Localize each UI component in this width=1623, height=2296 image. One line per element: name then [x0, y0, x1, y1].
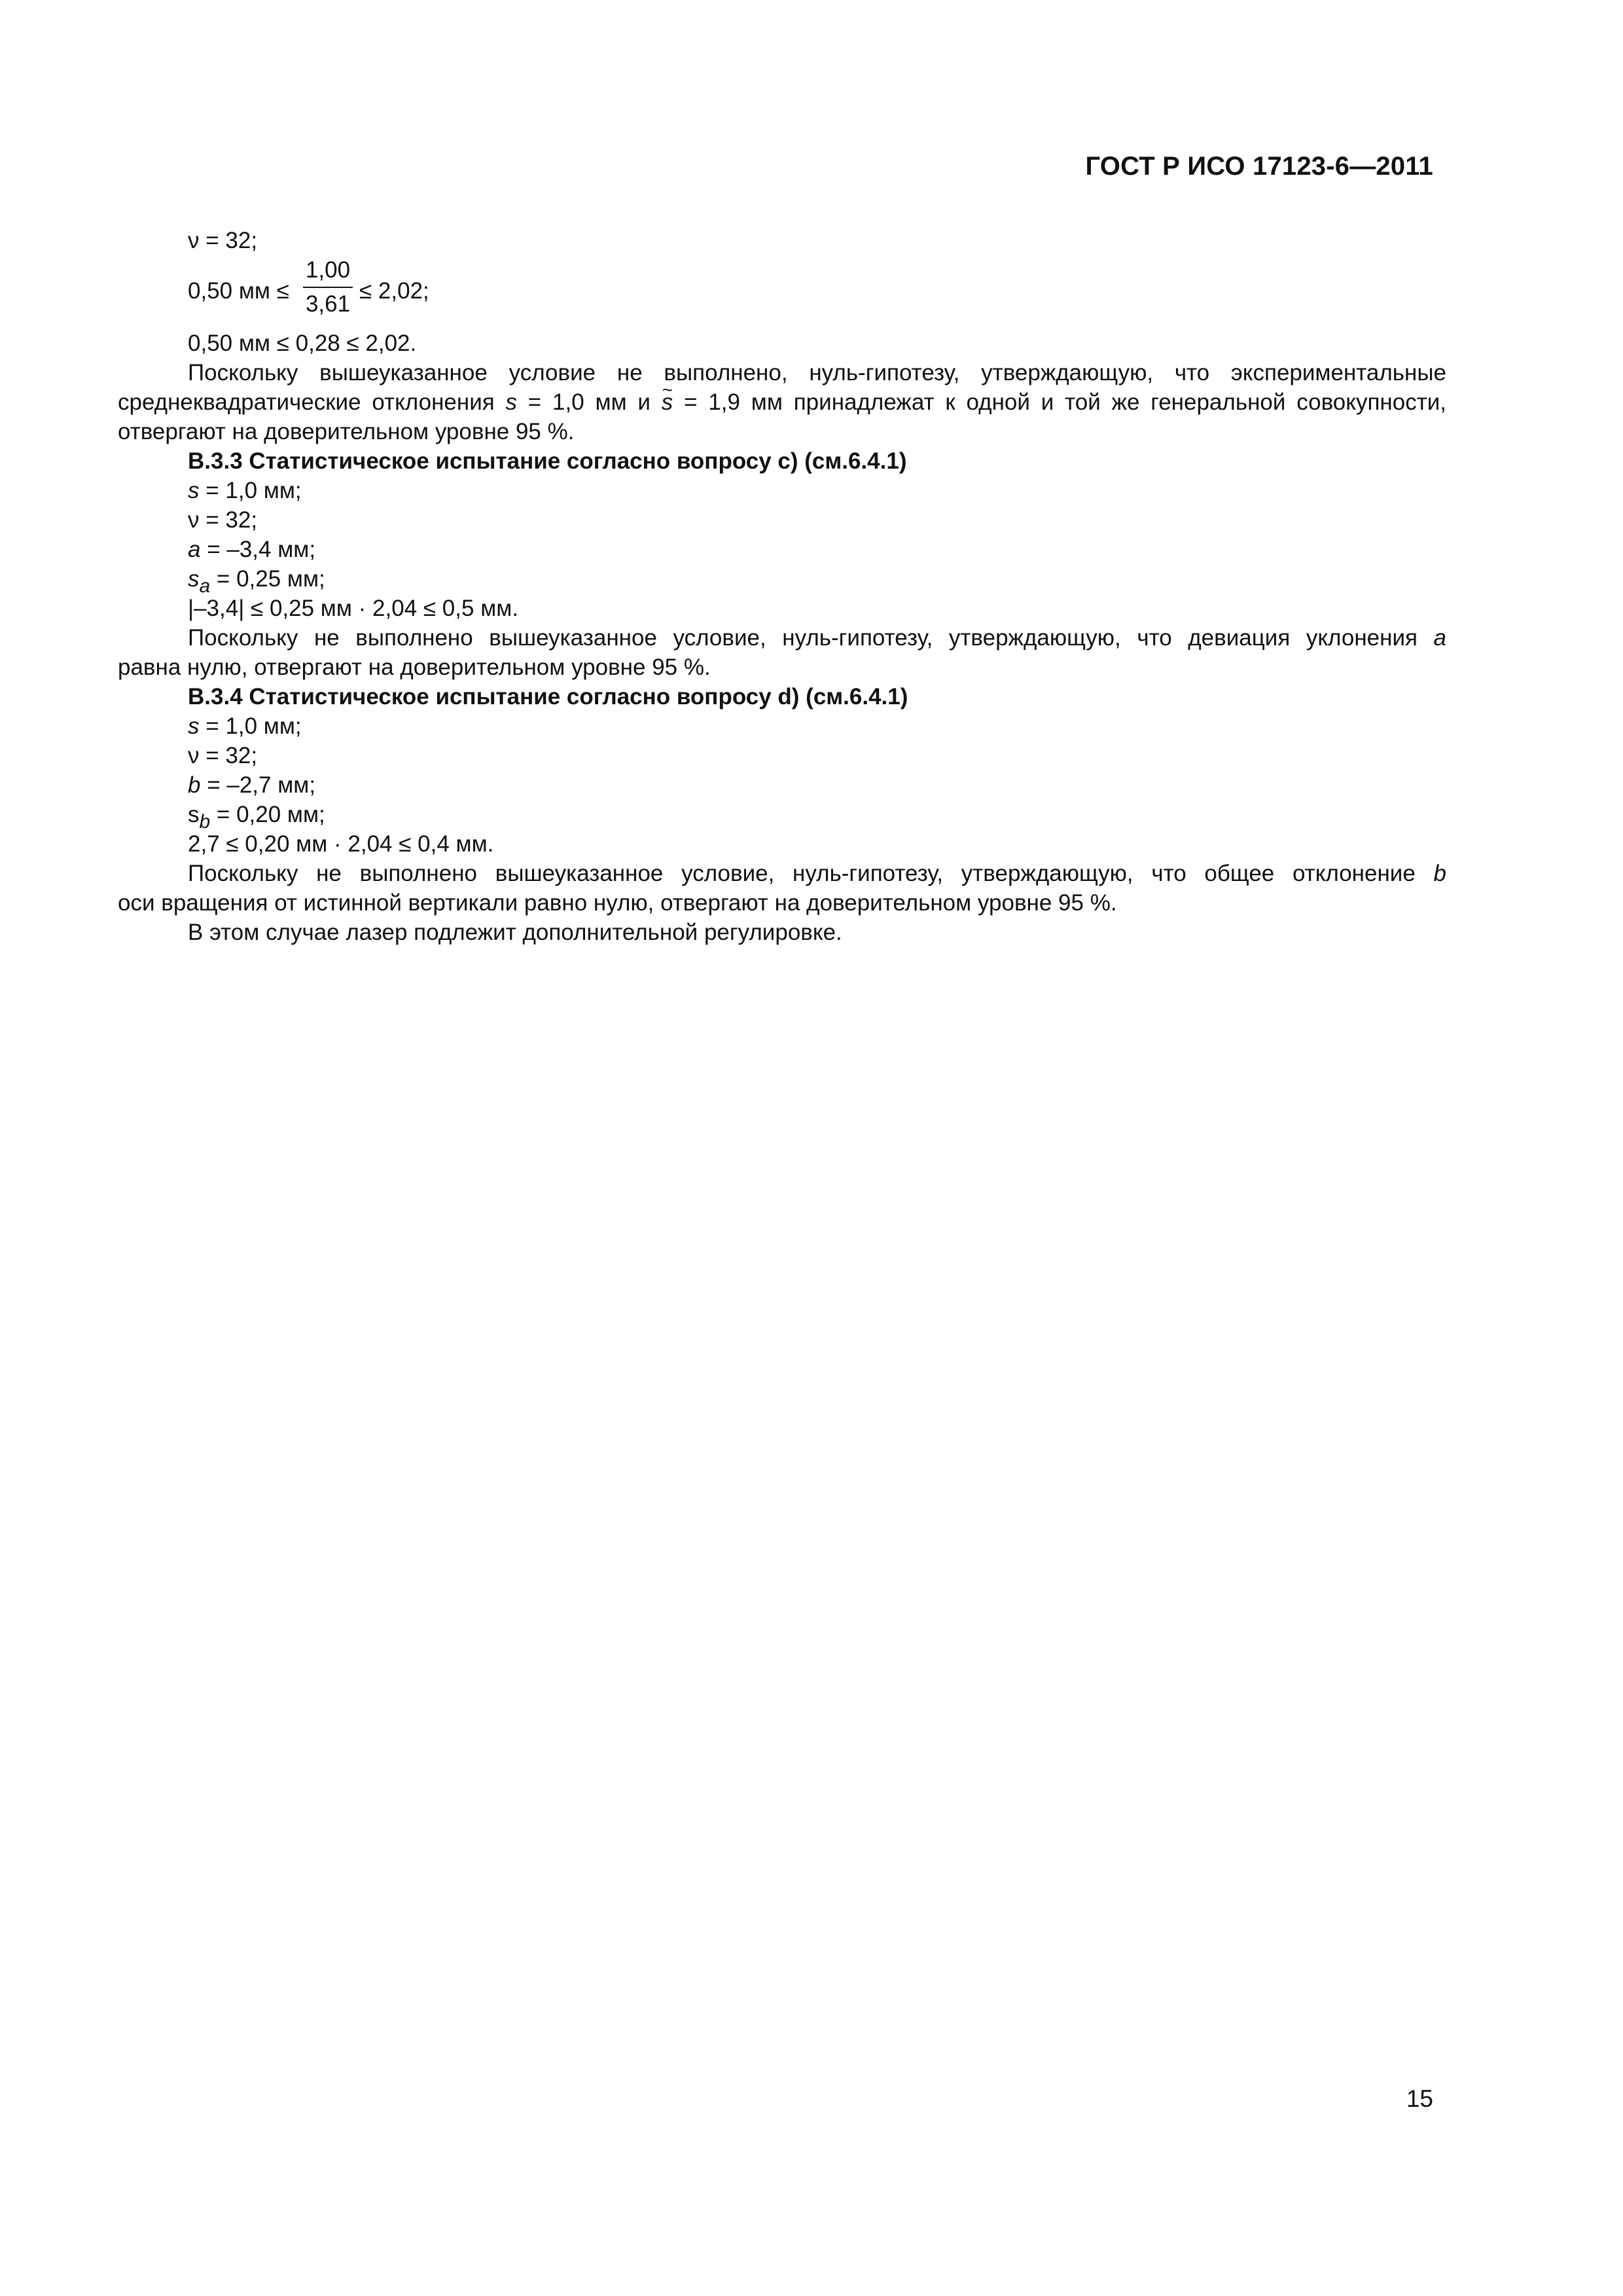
s-value-line: s = 1,0 мм; [188, 478, 302, 503]
fraction-bar [303, 287, 353, 288]
nu-line: ν = 32; [188, 228, 258, 253]
inequality-line: 2,7 ≤ 0,20 мм · 2,04 ≤ 0,4 мм. [188, 831, 494, 857]
nu-line: ν = 32; [188, 743, 258, 768]
fraction-denominator: 3,61 [305, 291, 351, 317]
page-number: 15 [1406, 2085, 1433, 2112]
paragraph-line: отвергают на доверительном уровне 95 %. [118, 419, 575, 444]
section-heading-b33: В.3.3 Статистическое испытание согласно вопросу с) (см.6.4.1) [188, 448, 907, 474]
paragraph-line: Поскольку не выполнено вышеуказанное условие, нуль-гипотезу, утверждающую, что общее отклонение b [188, 861, 1446, 886]
paragraph-line: равна нулю, отвергают на доверительном уровне 95 %. [118, 655, 711, 680]
formula-right: ≤ 2,02; [359, 278, 429, 304]
b-value-line: b = –2,7 мм; [188, 772, 316, 798]
paragraph-line: Поскольку не выполнено вышеуказанное условие, нуль-гипотезу, утверждающую, что девиация уклонения a [188, 625, 1446, 651]
a-value-line: a = –3,4 мм; [188, 537, 316, 562]
fraction-numerator: 1,00 [305, 257, 351, 283]
inequality-line: |–3,4| ≤ 0,25 мм · 2,04 ≤ 0,5 мм. [188, 596, 519, 621]
document-header-title: ГОСТ Р ИСО 17123-6—2011 [1085, 152, 1433, 181]
page-body [118, 226, 1446, 947]
nu-line: ν = 32; [188, 507, 258, 533]
paragraph-line: оси вращения от истинной вертикали равно нулю, отвергают на доверительном уровне 95 %. [118, 890, 1117, 916]
paragraph-line: среднеквадратические отклонения s = 1,0 мм и ~ s = 1,9 мм принадлежат к одной и той же генеральной совокупности, [118, 387, 1446, 417]
section-heading-b34: В.3.4 Статистическое испытание согласно вопросу d) (см.6.4.1) [188, 684, 908, 709]
fraction [303, 255, 353, 319]
sb-value-line: sb = 0,20 мм; [188, 802, 325, 833]
s-value-line: s = 1,0 мм; [188, 713, 302, 739]
paragraph-line: Поскольку вышеуказанное условие не выполнено, нуль-гипотезу, утверждающую, что экспериментальные [188, 360, 1446, 386]
formula-left: 0,50 мм ≤ [188, 278, 289, 304]
final-line: В этом случае лазер подлежит дополнительной регулировке. [188, 920, 842, 945]
sa-value-line: sa = 0,25 мм; [188, 566, 325, 597]
result-line: 0,50 мм ≤ 0,28 ≤ 2,02. [188, 331, 417, 356]
fraction-formula [118, 255, 1446, 329]
s-tilde-symbol: ~ s [662, 387, 673, 417]
